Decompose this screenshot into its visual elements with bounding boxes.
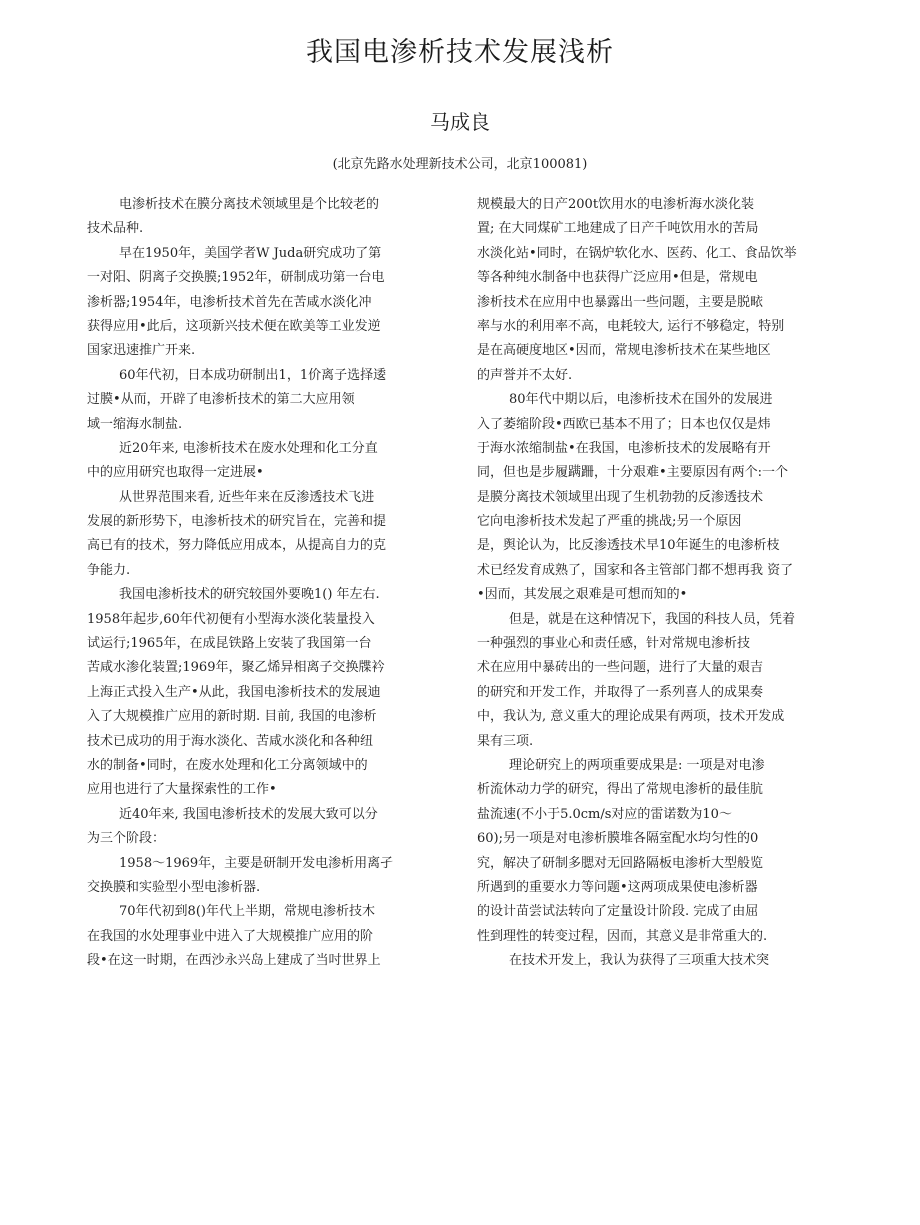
text-line: 理论研究上的两项重要成果是: 一项是对电渗 xyxy=(509,757,765,773)
text-line: 的研究和开发工作，并取得了一系列喜人的成果奏 xyxy=(477,684,764,700)
text-line: 一种强烈的事业心和责任感，针对常规电渗析技 xyxy=(477,636,751,652)
text-line: 入了大规模推广应用的新时期. 目前, 我国的电渗析 xyxy=(87,709,377,725)
text-line: 但是，就是在这种情况下，我国的科技人员，凭着 xyxy=(509,611,796,627)
text-line: 发展的新形势下，电渗析技术的研究旨在，完善和提 xyxy=(87,514,387,530)
text-line: 技术品种. xyxy=(87,221,144,237)
text-line: 争能力. xyxy=(87,562,131,578)
text-line: 置; 在大同煤矿工地建成了日产千吨饮用水的苦局 xyxy=(477,221,759,237)
text-line: 1958年起步,60年代初便有小型海水淡化装量投入 xyxy=(87,611,375,627)
page-title: 我国电渗析技术发展浅析 xyxy=(306,37,614,68)
text-line: 所遇到的重要水力等问题•这两项成果使电渗析器 xyxy=(477,879,758,895)
text-line: 规模最大的日产200t饮用水的电渗析海水淡化装 xyxy=(477,197,755,212)
right-column xyxy=(477,193,847,974)
text-line: 获得应用•此后，这项新兴技术便在欧美等工业发逆 xyxy=(87,318,381,334)
text-line: 电渗析技术在膜分离技术领域里是个比较老的 xyxy=(119,197,380,212)
text-line: 等各种纯水制备中也获得广泛应用•但是，常规电 xyxy=(477,270,758,286)
left-column xyxy=(87,193,432,974)
text-line: 高已有的技术，努力降低应用成本，从提高自力的克 xyxy=(87,538,387,554)
text-line: 入了萎缩阶段•西欧已基本不用了；日本也仅仅是炜 xyxy=(477,416,771,432)
text-line: 的设计苗尝试法转向了定量设计阶段. 完成了由屈 xyxy=(477,904,759,920)
text-line: 是，舆论认为，比反渗透技术早10年诞生的电渗析枝 xyxy=(477,538,780,554)
text-line: 段•在这一时期，在西沙永兴岛上建成了当吋世界上 xyxy=(87,953,381,969)
text-line: 一对阳、阴离子交换膜;1952年，研制成功第一台电 xyxy=(87,270,385,286)
text-line: 术在应用中暴砖出的一些问题，进行了大量的艰吉 xyxy=(477,660,764,676)
text-line: 析流休动力学的研究，得出了常规电渗析的最佳肮 xyxy=(477,782,764,798)
text-line: 于海水浓缩制盐•在我国，电渗析技术的发展略有开 xyxy=(477,440,771,456)
text-line: 究，解决了研制多腮对无回路隔板电渗析大型般览 xyxy=(477,855,764,871)
text-line: 中，我认为, 意义重大的理论成果有两项，技术开发成 xyxy=(477,709,785,725)
text-line: 为三个阶段： xyxy=(87,831,166,847)
text-line: 近40年来, 我国电渗析技术的发展大致可以分 xyxy=(119,806,378,822)
text-line: 在我国的水处理事业中进入了大规模推广应用的阶 xyxy=(87,928,374,944)
text-line: 域一缩海水制盐. xyxy=(87,416,183,432)
text-line: 我国电渗析技术的研究较国外要晚1() 年左右. xyxy=(119,587,380,603)
text-line: 应用也进行了大量探索性的工作• xyxy=(87,782,277,798)
text-line: 80年代中期以后，电渗析技术在国外的发展进 xyxy=(509,392,773,408)
author-affiliation: (北京先路水处理新技术公司，北京100081) xyxy=(332,157,588,172)
text-line: 早在1950年，美国学者W Juda研究成功了第 xyxy=(119,245,382,261)
text-line: 上海正式投入生产•从此，我国电渗析技术的发展迪 xyxy=(87,684,381,700)
text-line: 盐流速(不小于5.0cm/s对应的雷诺数为10～ xyxy=(477,806,732,822)
text-line: 是在高硬度地区•因而，常规电渗析技术在某些地区 xyxy=(477,343,771,359)
text-line: 中的应用研究也取得一定进展• xyxy=(87,465,264,481)
text-line: 交换膜和实验型小型电渗析器. xyxy=(87,879,261,895)
text-line: 率与水的利用率不高，电耗较大, 运行不够稳定，特别 xyxy=(477,318,785,334)
text-line: 果有三项. xyxy=(477,733,534,749)
text-line: 从世界范围来看, 近些年来在反渗透技术飞进 xyxy=(119,489,375,505)
text-line: 水淡化站•同时，在锅炉软化水、医药、化工、食品饮举 xyxy=(477,245,797,261)
text-line: 在技术开发上，我认为获得了三项重大技术突 xyxy=(509,953,770,969)
text-line: 技术已成功的用于海水淡化、苦咸水淡化和各种纽 xyxy=(87,733,374,749)
text-line: 渗析技术在应用中也暴露出一些问题，主要是脱畩 xyxy=(477,294,764,310)
text-line: 性到理性的转变过程，因而，其意义是非常重大的. xyxy=(477,928,768,944)
text-line: 的声誉并不太好. xyxy=(477,367,573,383)
text-line: 同，但也是步履蹒跚，十分艰难•主要原因有两个:一个 xyxy=(477,465,789,481)
text-line: 过膜•从而，开辟了电渗析技术的第二大应用领 xyxy=(87,392,355,408)
text-line: 60);另一项是对电渗析膜堆各隔室配水均匀性的0 xyxy=(477,831,759,847)
text-line: •因而，其发展之艰难是可想而知的• xyxy=(477,587,688,603)
text-line: 70年代初到8()年代上半期，常规电渗析技木 xyxy=(119,904,375,920)
text-line: 60年代初，日本成功研制出1，1价离子选择逶 xyxy=(119,367,387,383)
text-line: 术已经发育成熟了，国家和各主管部门都不想再我 资了 xyxy=(477,562,794,578)
text-line: 国家迅速推广开来. xyxy=(87,343,196,359)
text-line: 水的制备•同时，在废水处理和化工分离领域中的 xyxy=(87,757,368,773)
text-line: 近20年来, 电渗析技术在废水处理和化工分直 xyxy=(119,440,378,456)
text-line: 它向电渗析技术发起了严重的挑战;另一个原因 xyxy=(477,514,742,530)
author-name: 马成良 xyxy=(430,110,490,134)
text-line: 是膜分离技术领域里出现了生机勃勃的反渗透技术 xyxy=(477,489,764,505)
text-line: 试运行;1965年，在成昆铁路上安装了我国第一台 xyxy=(87,636,372,652)
text-line: 苦咸水渗化装置;1969年，聚乙烯异相离子交换牒衿 xyxy=(87,660,385,676)
text-line: 渗析器;1954年，电渗析技术首先在苦咸水淡化冲 xyxy=(87,294,372,310)
text-line: 1958～1969年，主要是研制开发电渗析用离孑 xyxy=(119,855,394,871)
